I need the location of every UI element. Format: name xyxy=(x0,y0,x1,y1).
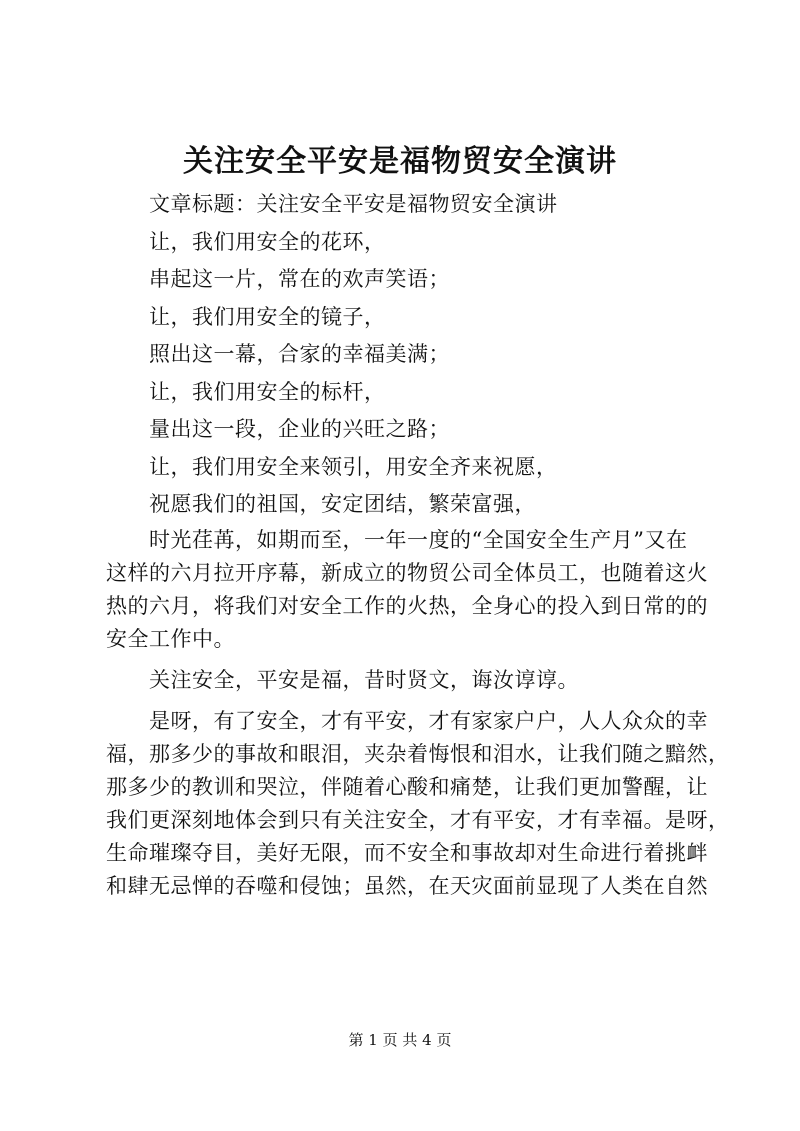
paragraph-line: 安全工作中。 xyxy=(106,626,235,651)
paragraph-line: 关注安全，平安是福，昔时贤文，诲汝谆谆。 xyxy=(149,667,579,692)
paragraph-line: 生命璀璨夺目，美好无限，而不安全和事故却对生命进行着挑衅 xyxy=(106,840,708,865)
paragraph-line: 我们更深刻地体会到只有关注安全，才有平安，才有幸福。是呀， xyxy=(106,807,730,832)
verse-line: 让，我们用安全来领引，用安全齐来祝愿， xyxy=(149,454,558,479)
paragraph-line: 时光荏苒，如期而至，一年一度的“全国安全生产月”又在 xyxy=(149,527,688,552)
paragraph-line: 热的六月，将我们对安全工作的火热，全身心的投入到日常的的 xyxy=(106,593,708,618)
verse-line: 让，我们用安全的花环， xyxy=(149,229,386,254)
document-body xyxy=(106,186,730,903)
verse-line: 让，我们用安全的标杆， xyxy=(149,379,386,404)
paragraph-line: 是呀，有了安全，才有平安，才有家家户户，人人众众的幸 xyxy=(149,708,708,733)
document-title: 关注安全平安是福物贸安全演讲 xyxy=(183,144,617,179)
paragraph-gap xyxy=(106,697,706,705)
paragraph-line: 这样的六月拉开序幕，新成立的物贸公司全体员工，也随着这火 xyxy=(106,560,708,585)
verse-line: 量出这一段，企业的兴旺之路； xyxy=(149,417,450,441)
paragraph-gap xyxy=(106,656,706,664)
verse-block xyxy=(106,186,706,524)
verse-line: 串起这一片，常在的欢声笑语； xyxy=(149,267,450,291)
verse-line: 照出这一幕，合家的幸福美满； xyxy=(149,342,450,366)
paragraph-2 xyxy=(106,664,706,697)
page-number-footer: 第 1 页 共 4 页 xyxy=(348,1031,452,1049)
paragraph-line: 和肆无忌惮的吞噬和侵蚀；虽然，在天灾面前显现了人类在自然 xyxy=(106,873,708,898)
paragraph-1 xyxy=(106,524,706,656)
article-title-line: 文章标题：关注安全平安是福物贸安全演讲 xyxy=(149,192,558,216)
verse-line: 祝愿我们的祖国，安定团结，繁荣富强， xyxy=(149,492,536,516)
verse-line: 让，我们用安全的镜子， xyxy=(149,304,386,329)
paragraph-3 xyxy=(106,705,730,903)
paragraph-line: 福，那多少的事故和眼泪，夹杂着悔恨和泪水，让我们随之黯然， xyxy=(106,741,730,766)
paragraph-line: 那多少的教训和哭泣，伴随着心酸和痛楚，让我们更加警醒，让 xyxy=(106,774,708,799)
